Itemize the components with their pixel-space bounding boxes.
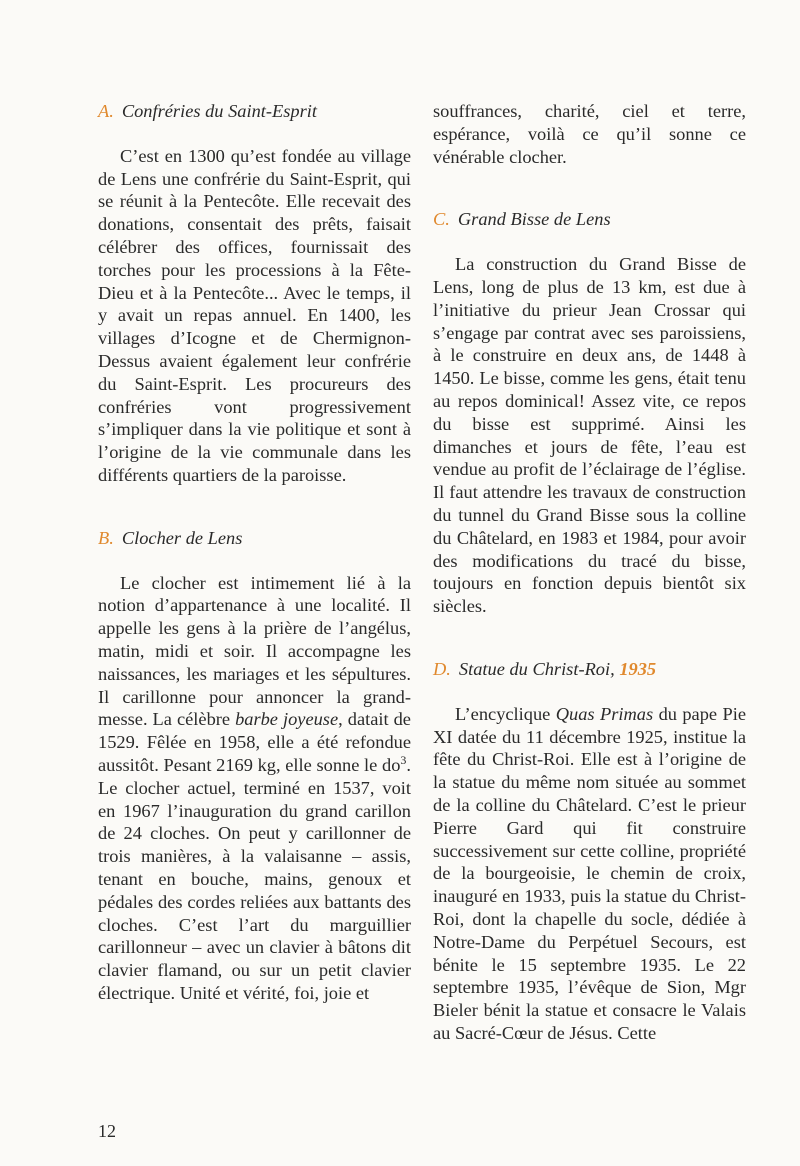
section-d-year: 1935 <box>619 658 657 679</box>
section-d-body-italic: Quas Primas <box>555 703 654 724</box>
page-number: 12 <box>98 1121 116 1141</box>
section-a-title: Confréries du Saint-Esprit <box>121 101 317 121</box>
section-c-body: La construction du Grand Bisse de Lens, long de plus de 13 km, est due à l’initiative du prieur Jean Crossar qui s’engage par contrat avec ses paroissiens, à le construire en deux ans, de 1448 à 1450. Le bisse, comme les gens, était tenu au repos dominical! Assez vite, ce repos du bisse est supprimé. Ainsi les dimanches et jours de fête, l’eau est vendue au profit de l’éclairage de l’église. Il faut attendre les travaux de construction du tunnel du Grand Bisse sous la colline du Châtelard, en 1983 et 1984, pour avoir des modifications du tracé du bisse, toujours en fonction depuis bientôt six siècles. <box>433 254 746 617</box>
section-d-title: Statue du Christ-Roi, <box>458 658 615 679</box>
section-b-body-part-2: , datait de 1529. Fêlée en 1958, elle a été refondue aussitôt. Pesant 2169 kg, elle sonne le do <box>98 709 411 775</box>
section-c-heading <box>433 208 746 231</box>
section-d-heading <box>433 658 746 681</box>
section-b-body-part-1: Le clocher est intimement lié à la notion d’appartenance à une localité. Il appelle les gens à la prière de l’angélus, matin, midi et soir. Il accompagne les naissances, les mariages et les sépultures. Il carillonne pour annoncer la grand-messe. La célèbre <box>98 572 411 730</box>
section-c-letter: C. <box>433 209 450 230</box>
section-b-body-italic: barbe joyeuse <box>235 709 339 730</box>
section-b-continuation: souffrances, charité, ciel et terre, espérance, voilà ce qu’il sonne ce vénérable clocher. <box>433 101 746 167</box>
section-a-heading <box>98 100 411 123</box>
left-column <box>98 100 411 1005</box>
section-d-body <box>433 703 746 1045</box>
section-a-letter: A. <box>98 101 114 121</box>
section-a-body: C’est en 1300 qu’est fondée au village de Lens une confrérie du Saint-Esprit, qui se réunit à la Pentecôte. Elle recevait des donations, consentait des prêts, faisait célébrer des offices, fournissait des torches pour les processions à la Fête-Dieu et à la Pentecôte... Avec le temps, il y avait un repas annuel. En 1400, les villages d’Icogne et de Chermignon-Dessus avaient également leur confrérie du Saint-Esprit. Les procureurs des confréries vont progressivement s’impliquer dans la vie politique et sont à l’origine de la vie communale dans les différents quartiers de la paroisse. <box>98 145 411 485</box>
section-d-letter: D. <box>433 658 451 679</box>
section-b-body-superscript: 3 <box>400 752 407 767</box>
section-b-body-part-3: . Le clocher actuel, terminé en 1537, voit en 1967 l’inauguration du grand carillon de 24 cloches. On peut y carillonner de trois manières, à la valaisanne – assis, tenant en bouche, mains, genoux et pédales des cordes reliées aux battants des cloches. C’est l’art du marguillier carillonneur – avec un clavier à bâtons dit clavier flamand, ou sur un petit clavier électrique. Unité et vérité, foi, joie et <box>98 754 411 1003</box>
section-d-body-part-1: L’encyclique <box>455 703 551 724</box>
right-column <box>433 100 746 1045</box>
section-c-title: Grand Bisse de Lens <box>457 209 611 230</box>
section-b-title: Clocher de Lens <box>121 527 243 548</box>
section-b-body <box>98 572 411 1005</box>
section-b-heading <box>98 527 411 550</box>
section-d-body-part-2: du pape Pie XI datée du 11 décembre 1925, institue la fête du Christ-Roi. Elle est à l’origine de la statue du même nom située au sommet de la colline du Châtelard. C’est le prieur Pierre Gard qui fit construire successivement sur cette colline, propriété de la bourgeoisie, le chemin de croix, inauguré en 1933, puis la statue du Christ-Roi, dont la chapelle du socle, dédiée à Notre-Dame du Perpétuel Secours, est bénite le 15 septembre 1935. Le 22 septembre 1935, l’évêque de Sion, Mgr Bieler bénit la statue et consacre le Valais au Sacré-Cœur de Jésus. Cette <box>433 703 746 1043</box>
section-b-letter: B. <box>98 527 114 548</box>
